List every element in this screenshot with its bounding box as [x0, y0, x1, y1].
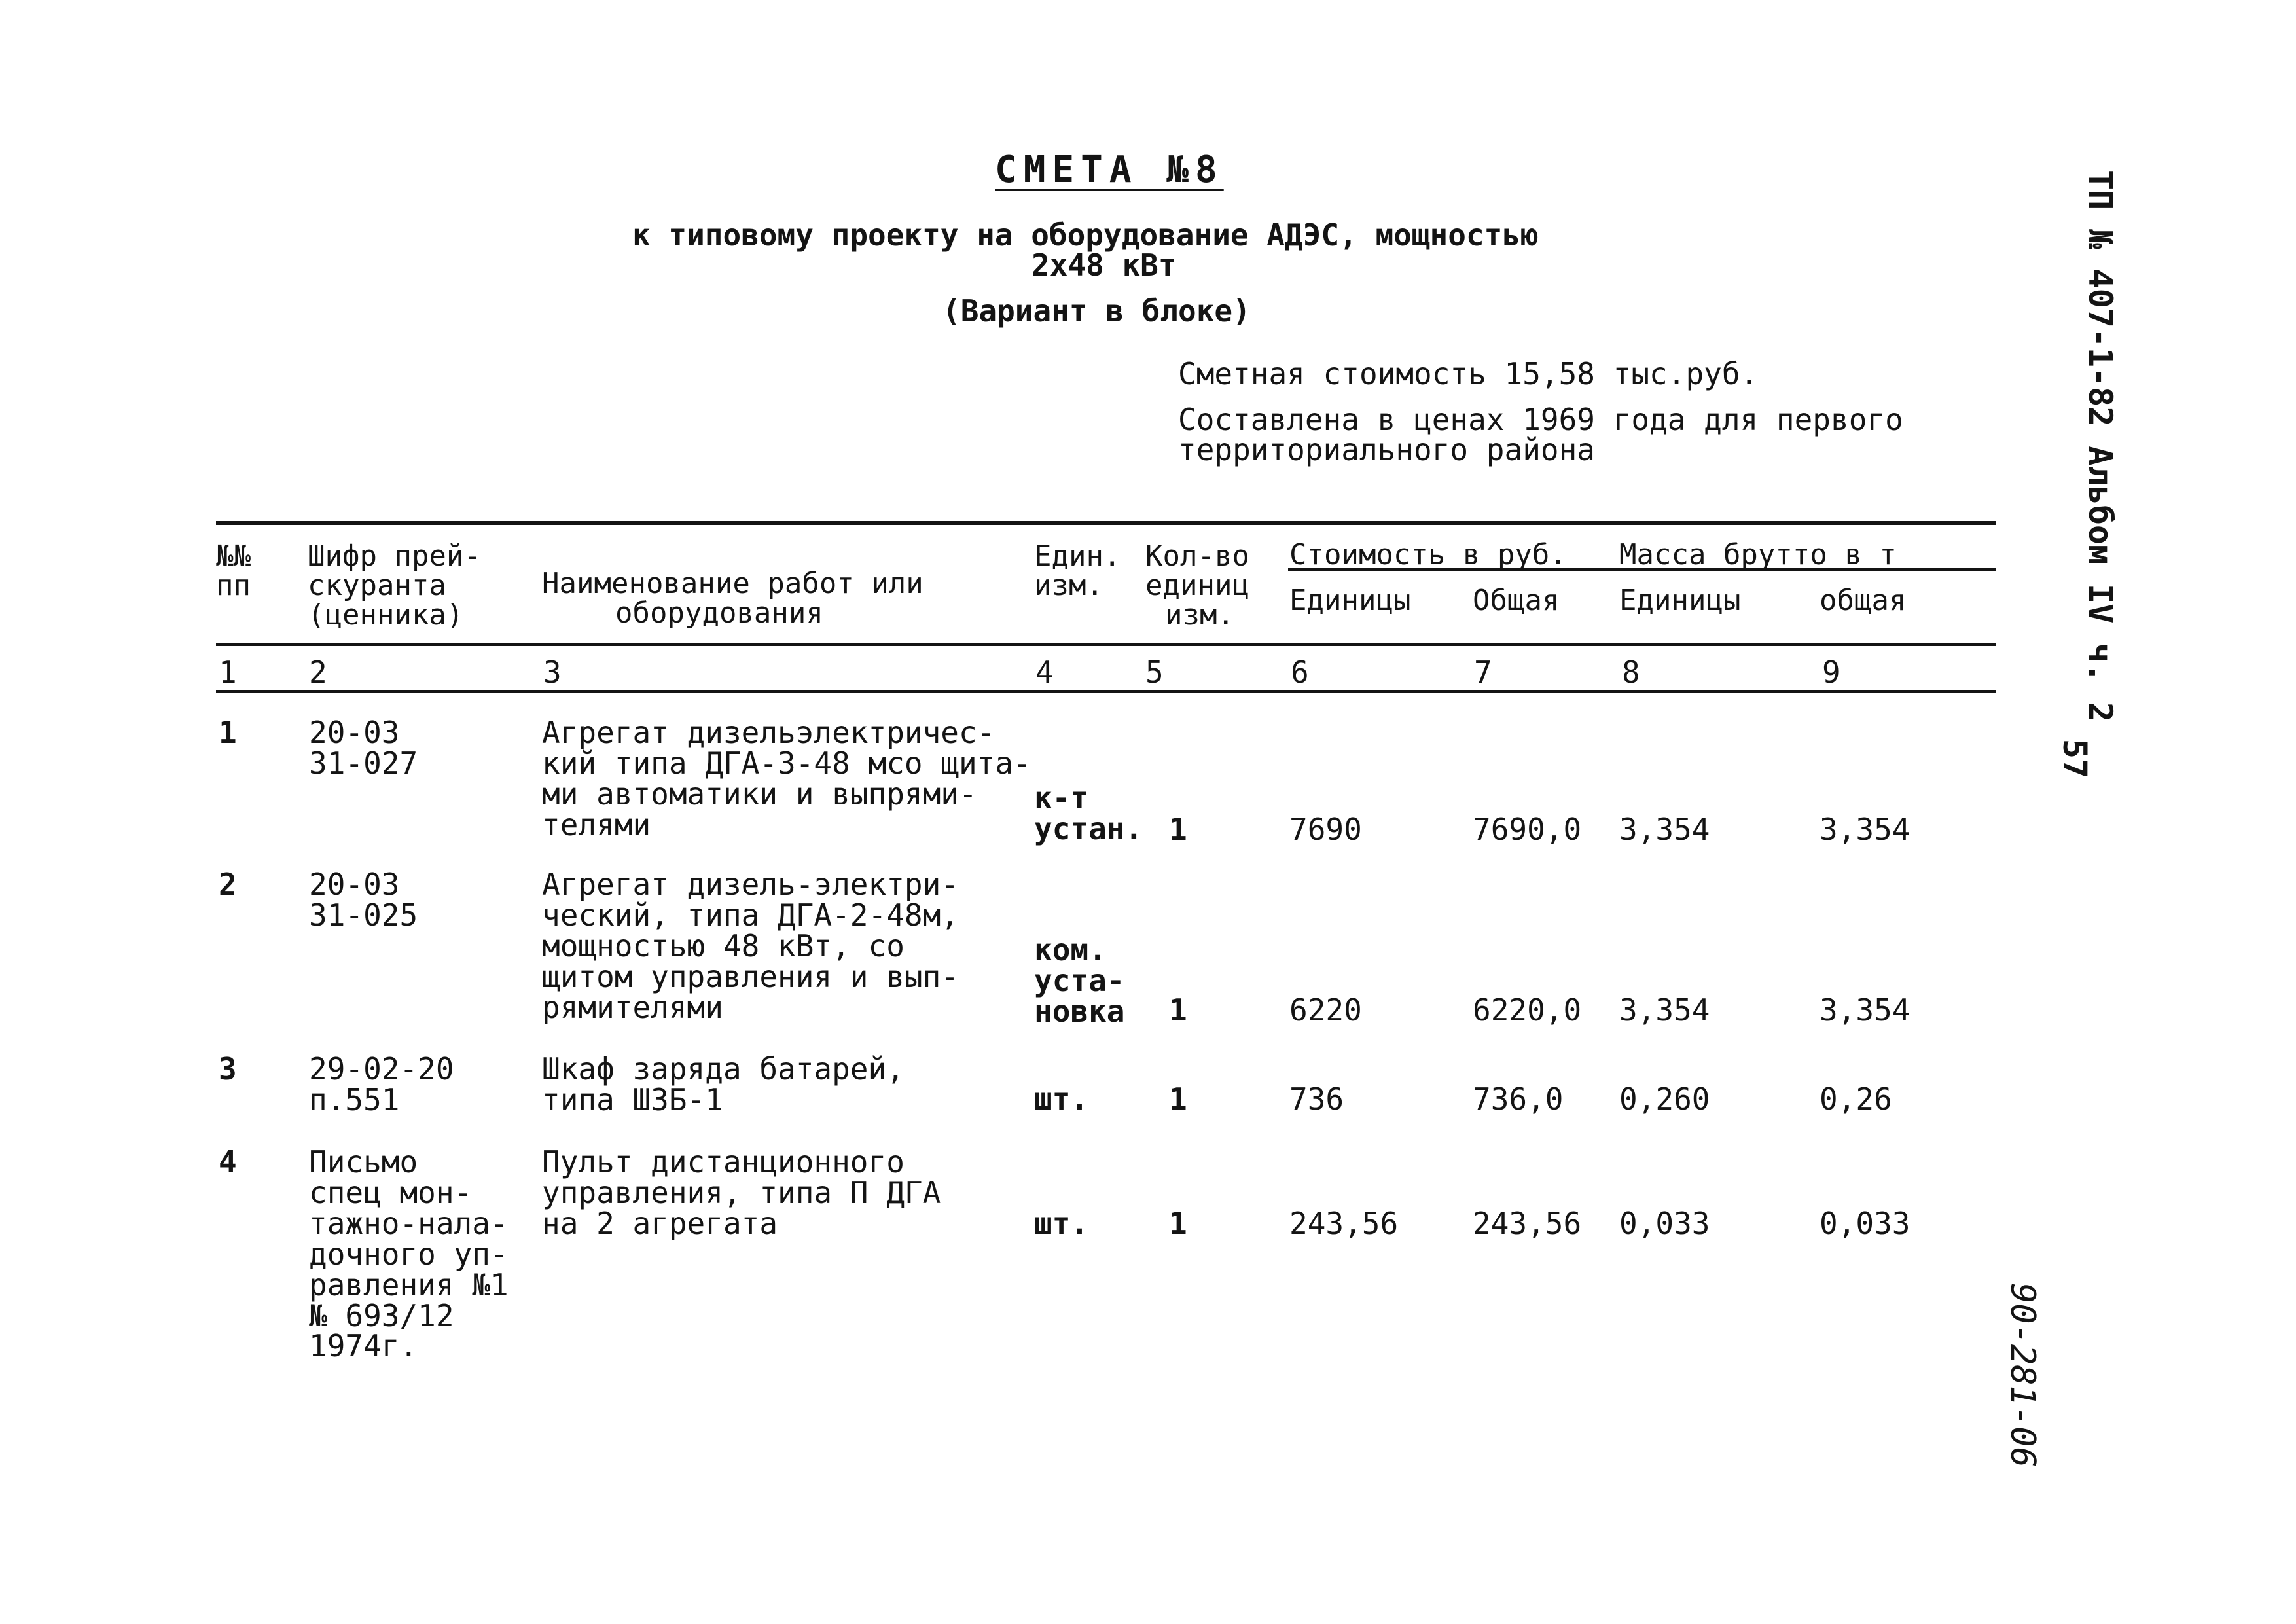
column-number: 6 — [1291, 655, 1309, 690]
header-col-1-l1: №№ — [216, 539, 251, 573]
row-1-cost-unit: 7690 — [1289, 812, 1362, 847]
row-1-qty: 1 — [1169, 812, 1187, 847]
row-2-unit: ком. уста- новка — [1034, 932, 1125, 1029]
header-cost-group: Стоимость в руб. — [1289, 538, 1567, 571]
document-title: СМЕТА №8 — [995, 149, 1224, 191]
prices-note-line-2: территориального района — [1178, 432, 1595, 467]
row-4-unit: шт. — [1034, 1206, 1089, 1241]
row-4-num: 4 — [219, 1144, 237, 1180]
row-2-cost-total: 6220,0 — [1473, 992, 1582, 1028]
row-2-cost-unit: 6220 — [1289, 992, 1362, 1028]
variant-label: (Вариант в блоке) — [942, 293, 1251, 329]
header-col-2 — [308, 539, 481, 632]
row-4-code: Письмо спец мон- тажно-нала- дочного уп- равления №1 № 693/12 1974г. — [309, 1144, 509, 1364]
row-4-cost-unit: 243,56 — [1289, 1206, 1399, 1241]
row-2-num: 2 — [219, 867, 237, 902]
row-1-mass-unit: 3,354 — [1619, 812, 1710, 847]
subtitle-line-2: 2х48 кВт — [1031, 247, 1177, 283]
row-3-cost-unit: 736 — [1289, 1081, 1344, 1117]
header-col-8: Единицы — [1619, 584, 1741, 617]
row-4-mass-unit: 0,033 — [1619, 1206, 1710, 1241]
column-number: 3 — [543, 655, 562, 690]
row-3-cost-total: 736,0 — [1473, 1081, 1564, 1117]
header-col-1-l2: пп — [216, 568, 251, 602]
header-col-9: общая — [1820, 584, 1907, 617]
header-col-2-l2: скуранта — [308, 568, 446, 602]
column-number: 1 — [219, 655, 237, 690]
album-reference: ТП № 407-1-82 Альбом IV ч. 2 — [2081, 170, 2119, 722]
column-number: 9 — [1822, 655, 1840, 690]
row-1-cost-total: 7690,0 — [1473, 812, 1582, 847]
row-2-qty: 1 — [1169, 992, 1187, 1028]
header-col-3 — [542, 569, 924, 628]
row-1-name: Агрегат дизельэлектричес- кий типа ДГА-3-48 мсо щита- ми автоматики и выпрями- телями — [542, 715, 1031, 842]
header-col-6: Единицы — [1289, 584, 1411, 617]
header-col-5 — [1145, 539, 1249, 632]
row-3-name: Шкаф заряда батарей, типа ШЗБ-1 — [542, 1051, 905, 1117]
column-number: 7 — [1474, 655, 1492, 690]
estimated-cost: Сметная стоимость 15,58 тыс.руб. — [1178, 356, 1759, 391]
header-col-7: Общая — [1473, 584, 1560, 617]
row-4-qty: 1 — [1169, 1206, 1187, 1241]
row-4-mass-total: 0,033 — [1820, 1206, 1910, 1241]
document-code: 90-281-06 — [2003, 1283, 2042, 1468]
header-col-3-l1: Наименование работ или — [542, 567, 924, 600]
row-2-code: 20-03 31-025 — [309, 867, 418, 933]
column-number: 4 — [1035, 655, 1054, 690]
row-4-cost-total: 243,56 — [1473, 1206, 1582, 1241]
row-1-mass-total: 3,354 — [1820, 812, 1910, 847]
header-col-1 — [216, 539, 251, 602]
row-3-unit: шт. — [1034, 1081, 1089, 1117]
row-3-num: 3 — [219, 1051, 237, 1087]
row-3-code: 29-02-20 п.551 — [309, 1051, 454, 1117]
header-mass-group: Масса брутто в т — [1619, 538, 1897, 571]
row-1-code: 20-03 31-027 — [309, 715, 418, 781]
row-1-unit: к-т устан. — [1034, 780, 1143, 846]
header-col-2-l1: Шифр прей- — [308, 539, 481, 573]
column-number: 2 — [309, 655, 327, 690]
header-col-5-l2: единиц — [1145, 568, 1249, 602]
header-col-5-l3: изм. — [1165, 598, 1234, 632]
row-4-name: Пульт дистанционного управления, типа П ДГА на 2 агрегата — [542, 1144, 941, 1241]
page-number: 57 — [2056, 738, 2094, 779]
row-2-mass-unit: 3,354 — [1619, 992, 1710, 1028]
row-3-mass-total: 0,26 — [1820, 1081, 1892, 1117]
header-col-3-l2: оборудования — [615, 596, 823, 630]
row-2-name: Агрегат дизель-электри- ческий, типа ДГА-2-48м, мощностью 48 кВт, со щитом управления и вып- рямителями — [542, 867, 959, 1025]
header-col-4 — [1034, 539, 1121, 602]
prices-note-line-1: Составлена в ценах 1969 года для первого — [1178, 402, 1903, 437]
header-bottom-rule — [216, 643, 1996, 646]
column-numbers-rule — [216, 690, 1996, 693]
subtitle-line-1: к типовому проекту на оборудование АДЭС, мощностью — [632, 217, 1539, 253]
row-1-num: 1 — [219, 715, 237, 750]
table-top-rule — [216, 521, 1996, 525]
column-number: 5 — [1145, 655, 1164, 690]
header-col-4-l1: Един. — [1034, 539, 1121, 573]
row-2-mass-total: 3,354 — [1820, 992, 1910, 1028]
column-number: 8 — [1622, 655, 1640, 690]
row-3-qty: 1 — [1169, 1081, 1187, 1117]
header-col-2-l3: (ценника) — [308, 598, 464, 632]
header-col-5-l1: Кол-во — [1145, 539, 1249, 573]
row-3-mass-unit: 0,260 — [1619, 1081, 1710, 1117]
header-col-4-l2: изм. — [1034, 568, 1103, 602]
